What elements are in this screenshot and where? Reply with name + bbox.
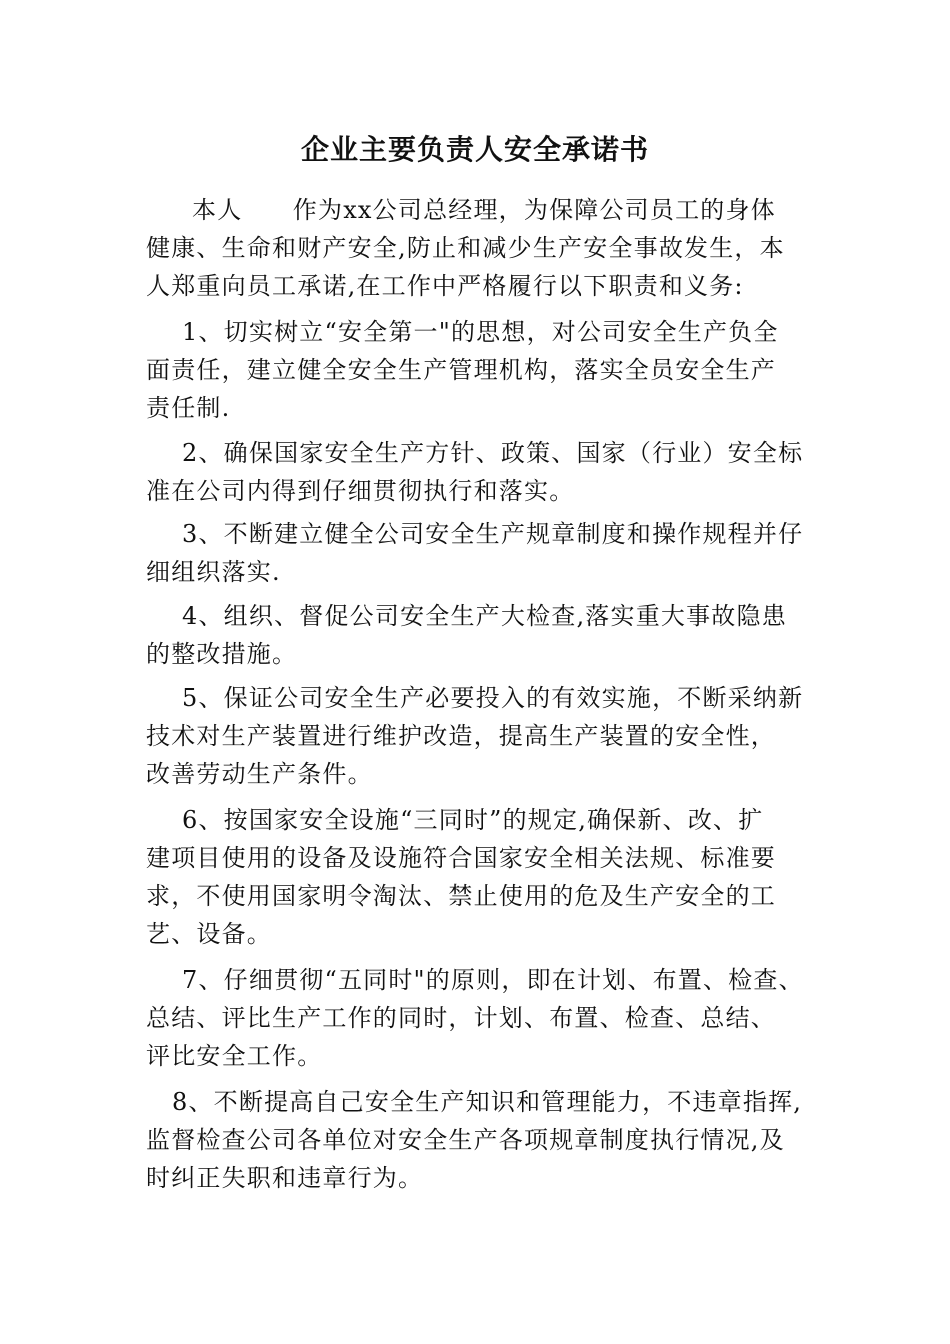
intro-line-2: 健康、生命和财产安全,防止和减少生产安全事故发生，本 bbox=[146, 234, 785, 262]
item-3-line-1: 3、不断建立健全公司安全生产规章制度和操作规程并仔 bbox=[182, 520, 804, 548]
item-6-line-1: 6、按国家安全设施“三同时”的规定,确保新、改、扩 bbox=[182, 806, 764, 834]
item-7-line-2: 总结、评比生产工作的同时，计划、布置、检查、总结、 bbox=[146, 1004, 776, 1032]
item-2-line-1: 2、确保国家安全生产方针、政策、国家（行业）安全标 bbox=[182, 439, 804, 467]
item-6-line-2: 建项目使用的设备及设施符合国家安全相关法规、标准要 bbox=[146, 844, 776, 872]
item-8-line-3: 时纠正失职和违章行为。 bbox=[146, 1164, 424, 1192]
item-1-line-1: 1、切实树立“安全第一"的思想，对公司安全生产负全 bbox=[182, 318, 779, 346]
item-4-line-2: 的整改措施。 bbox=[146, 640, 298, 668]
document-title: 企业主要负责人安全承诺书 bbox=[300, 133, 649, 166]
item-4-line-1: 4、组织、督促公司安全生产大检查,落实重大事故隐患 bbox=[182, 602, 787, 630]
item-7-line-1: 7、仔细贯彻“五同时"的原则，即在计划、布置、检查、 bbox=[182, 966, 804, 994]
item-2-line-2: 准在公司内得到仔细贯彻执行和落实。 bbox=[146, 477, 575, 505]
intro-line-1: 本人 作为xx公司总经理，为保障公司员工的身体 bbox=[192, 196, 776, 224]
item-7-line-3: 评比安全工作。 bbox=[146, 1042, 323, 1070]
item-6-line-4: 艺、设备。 bbox=[146, 920, 272, 948]
item-1-line-3: 责任制. bbox=[146, 394, 231, 422]
intro-line-3: 人郑重向员工承诺,在工作中严格履行以下职责和义务: bbox=[146, 272, 744, 300]
item-5-line-2: 技术对生产装置进行维护改造，提高生产装置的安全性， bbox=[146, 722, 776, 750]
item-6-line-3: 求，不使用国家明令淘汰、禁止使用的危及生产安全的工 bbox=[146, 882, 776, 910]
item-8-line-1: 8、不断提高自己安全生产知识和管理能力，不违章指挥, bbox=[172, 1088, 803, 1116]
item-8-line-2: 监督检查公司各单位对安全生产各项规章制度执行情况,及 bbox=[146, 1126, 785, 1154]
item-5-line-1: 5、保证公司安全生产必要投入的有效实施，不断采纳新 bbox=[182, 684, 804, 712]
item-1-line-2: 面责任，建立健全安全生产管理机构，落实全员安全生产 bbox=[146, 356, 776, 384]
item-5-line-3: 改善劳动生产条件。 bbox=[146, 760, 373, 788]
item-3-line-2: 细组织落实. bbox=[146, 558, 281, 586]
